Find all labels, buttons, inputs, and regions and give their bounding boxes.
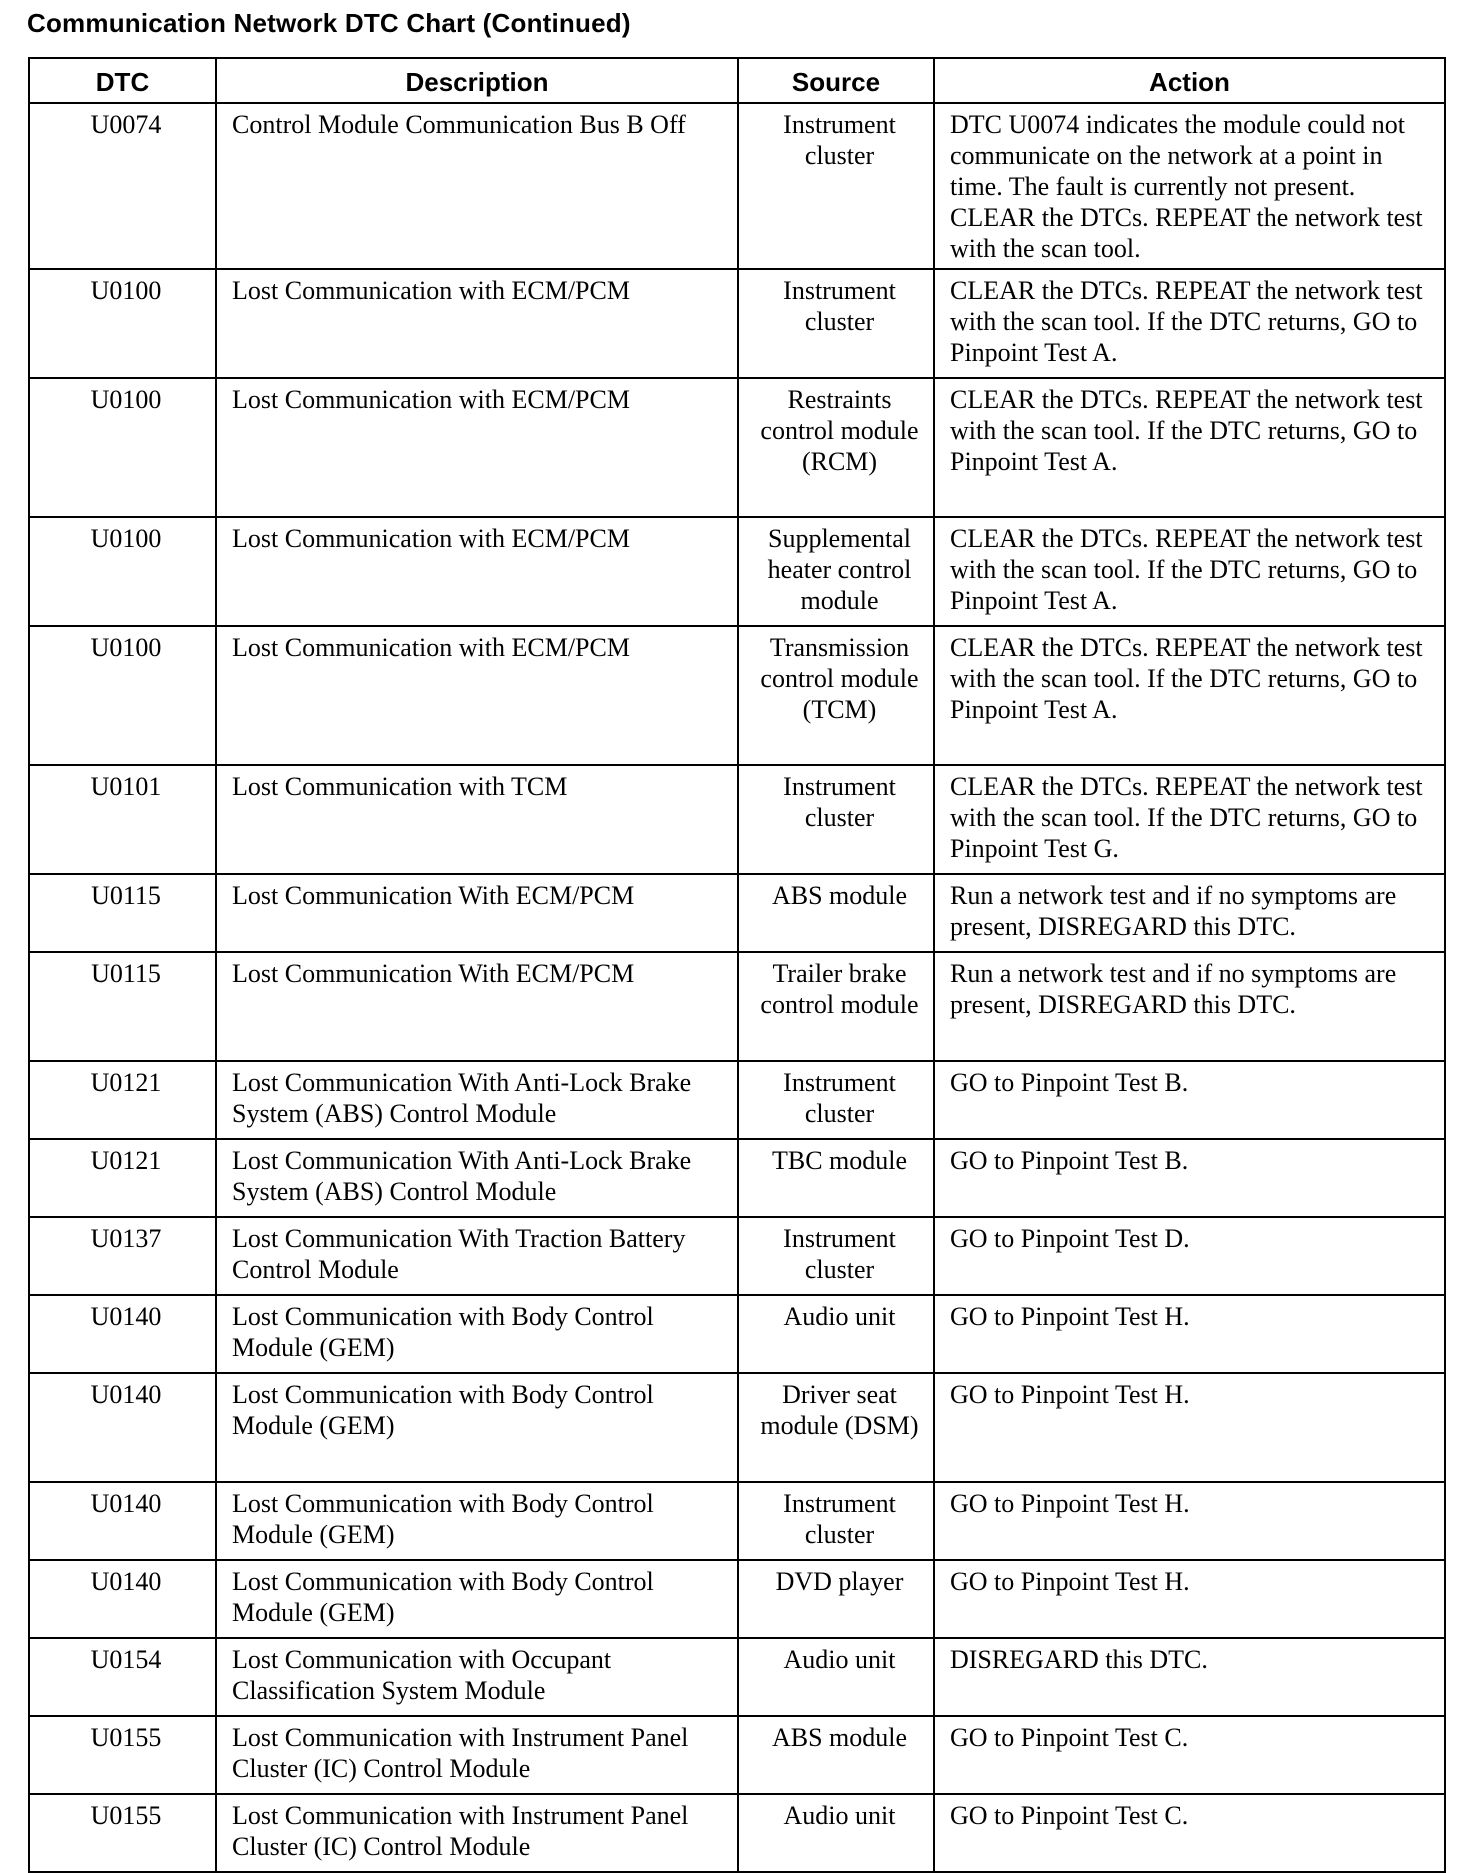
- column-header-description: Description: [216, 58, 738, 103]
- dtc-code-cell: U0115: [29, 874, 216, 952]
- description-cell: Lost Communication With ECM/PCM: [216, 874, 738, 952]
- source-cell: Instrument cluster: [738, 1217, 934, 1295]
- dtc-code-cell: U0155: [29, 1716, 216, 1794]
- source-cell: Instrument cluster: [738, 1482, 934, 1560]
- dtc-code-cell: U0101: [29, 765, 216, 874]
- action-cell: GO to Pinpoint Test B.: [934, 1061, 1445, 1139]
- action-cell: GO to Pinpoint Test C.: [934, 1716, 1445, 1794]
- source-cell: DVD player: [738, 1560, 934, 1638]
- source-cell: Supplemental heater control module: [738, 517, 934, 626]
- table-row: [29, 517, 1445, 626]
- source-cell: ABS module: [738, 1716, 934, 1794]
- table-row: [29, 1139, 1445, 1217]
- table-row: [29, 626, 1445, 765]
- action-cell: CLEAR the DTCs. REPEAT the network test with the scan tool. If the DTC returns, GO to Pinpoint Test A.: [934, 626, 1445, 765]
- action-cell: GO to Pinpoint Test H.: [934, 1560, 1445, 1638]
- description-cell: Control Module Communication Bus B Off: [216, 103, 738, 269]
- table-row: [29, 1373, 1445, 1482]
- source-cell: Instrument cluster: [738, 765, 934, 874]
- description-cell: Lost Communication with Body Control Module (GEM): [216, 1373, 738, 1482]
- dtc-code-cell: U0100: [29, 269, 216, 378]
- dtc-code-cell: U0137: [29, 1217, 216, 1295]
- source-cell: Audio unit: [738, 1295, 934, 1373]
- source-cell: Audio unit: [738, 1638, 934, 1716]
- source-cell: Instrument cluster: [738, 1061, 934, 1139]
- action-cell: DISREGARD this DTC.: [934, 1638, 1445, 1716]
- action-cell: DTC U0074 indicates the module could not communicate on the network at a point in time. The fault is currently not present. CLEAR the DTCs. REPEAT the network test with the scan tool.: [934, 103, 1445, 269]
- source-cell: Instrument cluster: [738, 269, 934, 378]
- dtc-code-cell: U0140: [29, 1295, 216, 1373]
- source-cell: ABS module: [738, 874, 934, 952]
- table-row: [29, 1295, 1445, 1373]
- table-row: [29, 952, 1445, 1061]
- table-header-row: [29, 58, 1445, 103]
- description-cell: Lost Communication with ECM/PCM: [216, 517, 738, 626]
- source-cell: Audio unit: [738, 1794, 934, 1872]
- description-cell: Lost Communication with ECM/PCM: [216, 378, 738, 517]
- table-row: [29, 378, 1445, 517]
- action-cell: CLEAR the DTCs. REPEAT the network test with the scan tool. If the DTC returns, GO to Pinpoint Test A.: [934, 378, 1445, 517]
- description-cell: Lost Communication with TCM: [216, 765, 738, 874]
- source-cell: Transmission control module (TCM): [738, 626, 934, 765]
- table-row: [29, 874, 1445, 952]
- action-cell: GO to Pinpoint Test C.: [934, 1794, 1445, 1872]
- dtc-code-cell: U0140: [29, 1560, 216, 1638]
- table-row: [29, 1794, 1445, 1872]
- dtc-code-cell: U0074: [29, 103, 216, 269]
- description-cell: Lost Communication With Traction Battery Control Module: [216, 1217, 738, 1295]
- table-row: [29, 1638, 1445, 1716]
- table-row: [29, 1217, 1445, 1295]
- action-cell: CLEAR the DTCs. REPEAT the network test with the scan tool. If the DTC returns, GO to Pinpoint Test G.: [934, 765, 1445, 874]
- table-row: [29, 1716, 1445, 1794]
- dtc-code-cell: U0100: [29, 517, 216, 626]
- description-cell: Lost Communication with Instrument Panel Cluster (IC) Control Module: [216, 1716, 738, 1794]
- dtc-code-cell: U0140: [29, 1373, 216, 1482]
- dtc-code-cell: U0155: [29, 1794, 216, 1872]
- action-cell: GO to Pinpoint Test D.: [934, 1217, 1445, 1295]
- description-cell: Lost Communication With Anti-Lock Brake System (ABS) Control Module: [216, 1139, 738, 1217]
- description-cell: Lost Communication with Body Control Module (GEM): [216, 1560, 738, 1638]
- action-cell: CLEAR the DTCs. REPEAT the network test with the scan tool. If the DTC returns, GO to Pinpoint Test A.: [934, 517, 1445, 626]
- description-cell: Lost Communication with Instrument Panel Cluster (IC) Control Module: [216, 1794, 738, 1872]
- action-cell: Run a network test and if no symptoms are present, DISREGARD this DTC.: [934, 874, 1445, 952]
- description-cell: Lost Communication with ECM/PCM: [216, 626, 738, 765]
- source-cell: Restraints control module (RCM): [738, 378, 934, 517]
- action-cell: GO to Pinpoint Test H.: [934, 1482, 1445, 1560]
- dtc-code-cell: U0121: [29, 1139, 216, 1217]
- dtc-code-cell: U0154: [29, 1638, 216, 1716]
- source-cell: TBC module: [738, 1139, 934, 1217]
- source-cell: Driver seat module (DSM): [738, 1373, 934, 1482]
- action-cell: GO to Pinpoint Test B.: [934, 1139, 1445, 1217]
- action-cell: CLEAR the DTCs. REPEAT the network test with the scan tool. If the DTC returns, GO to Pinpoint Test A.: [934, 269, 1445, 378]
- description-cell: Lost Communication With ECM/PCM: [216, 952, 738, 1061]
- description-cell: Lost Communication with Body Control Module (GEM): [216, 1482, 738, 1560]
- description-cell: Lost Communication with ECM/PCM: [216, 269, 738, 378]
- column-header-source: Source: [738, 58, 934, 103]
- description-cell: Lost Communication with Occupant Classification System Module: [216, 1638, 738, 1716]
- dtc-chart-table: [28, 57, 1446, 1873]
- table-row: [29, 1061, 1445, 1139]
- table-row: [29, 103, 1445, 269]
- source-cell: Trailer brake control module: [738, 952, 934, 1061]
- table-row: [29, 1482, 1445, 1560]
- table-row: [29, 765, 1445, 874]
- column-header-dtc: DTC: [29, 58, 216, 103]
- action-cell: Run a network test and if no symptoms are present, DISREGARD this DTC.: [934, 952, 1445, 1061]
- action-cell: GO to Pinpoint Test H.: [934, 1373, 1445, 1482]
- column-header-action: Action: [934, 58, 1445, 103]
- table-row: [29, 269, 1445, 378]
- dtc-code-cell: U0140: [29, 1482, 216, 1560]
- action-cell: GO to Pinpoint Test H.: [934, 1295, 1445, 1373]
- dtc-code-cell: U0100: [29, 626, 216, 765]
- dtc-code-cell: U0100: [29, 378, 216, 517]
- description-cell: Lost Communication With Anti-Lock Brake System (ABS) Control Module: [216, 1061, 738, 1139]
- dtc-code-cell: U0115: [29, 952, 216, 1061]
- source-cell: Instrument cluster: [738, 103, 934, 269]
- dtc-code-cell: U0121: [29, 1061, 216, 1139]
- table-row: [29, 1560, 1445, 1638]
- description-cell: Lost Communication with Body Control Module (GEM): [216, 1295, 738, 1373]
- page-title: Communication Network DTC Chart (Continued): [27, 8, 631, 38]
